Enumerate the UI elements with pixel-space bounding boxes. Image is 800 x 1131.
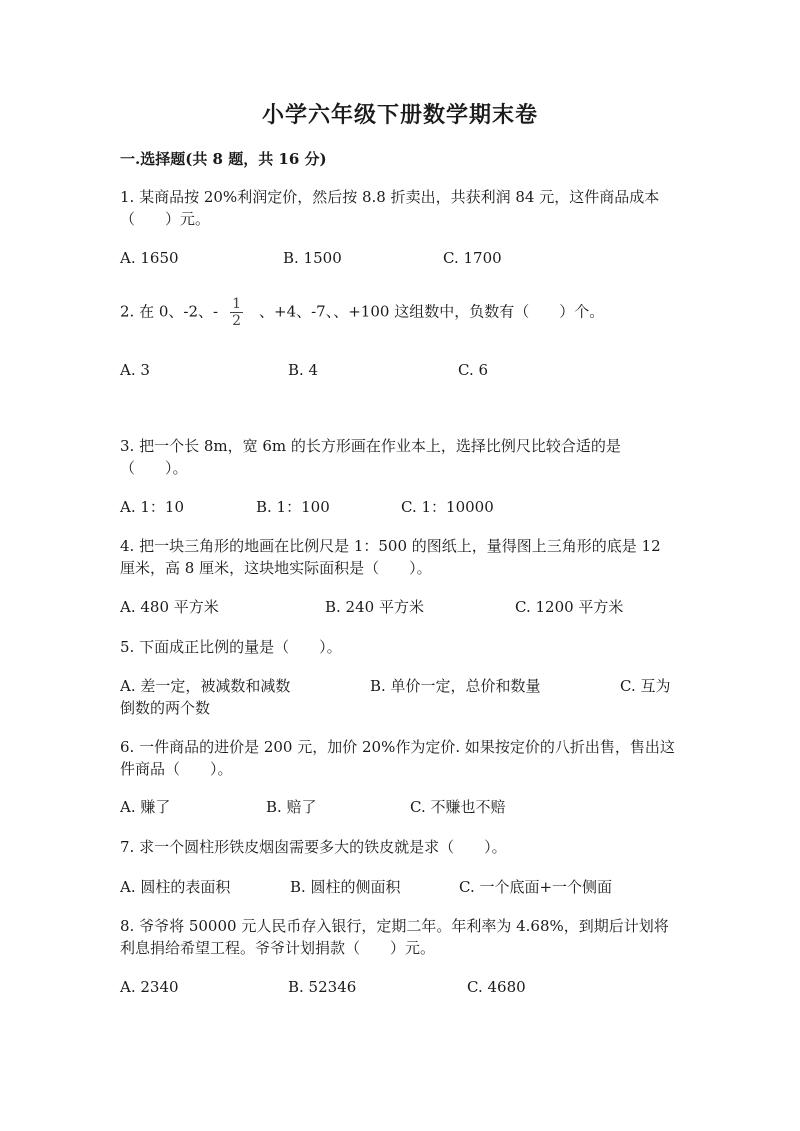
fraction-denominator: 2 bbox=[232, 313, 241, 329]
option-a[interactable]: A. 2340 bbox=[120, 978, 179, 996]
option-c[interactable]: C. 1200 平方米 bbox=[515, 598, 624, 616]
option-b[interactable]: B. 1500 bbox=[283, 249, 342, 267]
question-1-options bbox=[120, 247, 680, 271]
option-b[interactable]: B. 240 平方米 bbox=[325, 598, 424, 616]
question-8-options bbox=[120, 976, 680, 1000]
option-b[interactable]: B. 4 bbox=[288, 361, 319, 379]
question-2-options bbox=[120, 359, 680, 383]
fraction-numerator: 1 bbox=[232, 296, 241, 312]
question-3-options bbox=[120, 496, 680, 520]
question-2-text-before: 2. 在 0、-2、- bbox=[120, 302, 219, 321]
option-c[interactable]: C. 1：10000 bbox=[401, 498, 494, 516]
option-b[interactable]: B. 赔了 bbox=[266, 798, 317, 816]
option-a[interactable]: A. 3 bbox=[120, 361, 150, 379]
option-a[interactable]: A. 赚了 bbox=[120, 798, 171, 816]
option-c[interactable]: C. 一个底面+一个侧面 bbox=[459, 878, 613, 896]
exam-title: 小学六年级下册数学期末卷 bbox=[261, 102, 538, 128]
option-b[interactable]: B. 圆柱的侧面积 bbox=[290, 878, 401, 896]
question-1: 1. 某商品按 20%利润定价，然后按 8.8 折卖出，共获利润 84 元，这件商品成本（ ）元。 bbox=[120, 188, 660, 228]
question-6-options bbox=[120, 796, 680, 820]
option-c[interactable]: C. 6 bbox=[458, 361, 489, 379]
question-2-text-after: 、+4、-7、、+100 这组数中，负数有（ ）个。 bbox=[259, 302, 605, 321]
option-a[interactable]: A. 差一定，被减数和减数 bbox=[120, 677, 291, 695]
option-b[interactable]: B. 52346 bbox=[288, 978, 357, 996]
fraction bbox=[230, 296, 243, 329]
option-a[interactable]: A. 1650 bbox=[120, 249, 179, 267]
question-6: 6. 一件商品的进价是 200 元，加价 20%作为定价. 如果按定价的八折出售，售出这件商品（ ）。 bbox=[120, 738, 675, 778]
option-a[interactable]: A. 圆柱的表面积 bbox=[120, 878, 231, 896]
question-4: 4. 把一块三角形的地画在比例尺是 1：500 的图纸上，量得图上三角形的底是 12 厘米，高 8 厘米，这块地实际面积是（ ）。 bbox=[120, 537, 661, 577]
option-c-label: C. 互为倒数的两个数 bbox=[120, 677, 671, 717]
question-5-options bbox=[120, 675, 680, 721]
option-b[interactable]: B. 1：100 bbox=[256, 498, 330, 516]
option-c[interactable]: C. 4680 bbox=[467, 978, 526, 996]
question-7: 7. 求一个圆柱形铁皮烟囱需要多大的铁皮就是求（ ）。 bbox=[120, 838, 507, 856]
section-heading: 一.选择题(共 8 题，共 16 分) bbox=[120, 150, 327, 168]
option-b[interactable]: B. 单价一定，总价和数量 bbox=[370, 677, 541, 695]
option-c[interactable]: C. 1700 bbox=[443, 249, 502, 267]
option-a[interactable]: A. 1：10 bbox=[120, 498, 184, 516]
question-2 bbox=[120, 296, 680, 329]
question-4-options bbox=[120, 596, 680, 620]
question-7-options bbox=[120, 876, 680, 900]
question-5: 5. 下面成正比例的量是（ ）。 bbox=[120, 638, 342, 656]
option-a[interactable]: A. 480 平方米 bbox=[120, 598, 219, 616]
option-c[interactable]: C. 不赚也不赔 bbox=[410, 798, 506, 816]
question-8: 8. 爷爷将 50000 元人民币存入银行，定期二年。年利率为 4.68%，到期后计划将利息捐给希望工程。爷爷计划捐款（ ）元。 bbox=[120, 917, 669, 957]
question-3: 3. 把一个长 8m，宽 6m 的长方形画在作业本上，选择比例尺比较合适的是（ ）。 bbox=[120, 437, 621, 477]
